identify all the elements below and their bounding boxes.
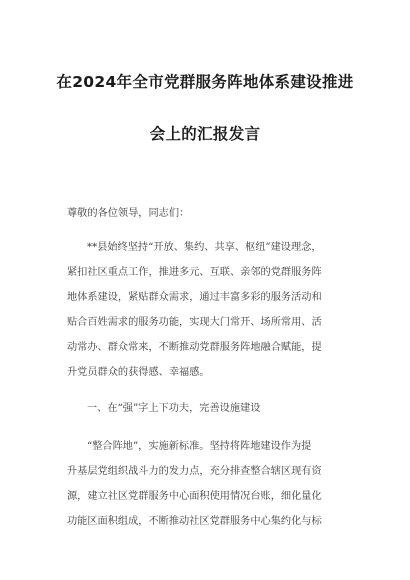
salutation: 尊敬的各位领导，同志们： [67,208,190,219]
paragraph-line: 源，建立社区党群服务中心面积使用情况台账，细化量化 [67,491,322,502]
paragraph-line: 紧扣社区重点工作，推进多元、互联、亲邻的党群服务阵 [67,267,322,278]
paragraph-line: 贴合百姓需求的服务功能，实现大门常开、场所常用、活 [67,317,322,328]
paragraph-line: 升基层党组织战斗力的发力点，充分排查整合辖区现有资 [67,466,322,477]
paragraph-2 [67,434,357,534]
section-heading-1: 一、在“强”字上下功夫，完善设施建设 [87,403,261,414]
paragraph-line: 动常办、群众常来，不断推动党群服务阵地融合赋能，提 [67,342,322,353]
paragraph-line: 升党员群众的获得感、幸福感。 [67,367,210,378]
paragraph-1 [67,235,357,385]
paragraph-line: 地体系建设，紧贴群众需求，通过丰富多彩的服务活动和 [67,292,322,303]
document-title-line-1: 在2024年全市党群服务阵地体系建设推进 [56,73,354,91]
paragraph-line: **县始终坚持“开放、集约、共享、枢纽”建设理念， [87,242,322,253]
paragraph-line: “整合阵地”，实施新标准。坚持将阵地建设作为提 [87,441,312,452]
paragraph-line: 功能区面积组成，不断推动社区党群服务中心集约化与标 [67,516,322,527]
document-title-line-2: 会上的汇报发言 [149,125,261,143]
